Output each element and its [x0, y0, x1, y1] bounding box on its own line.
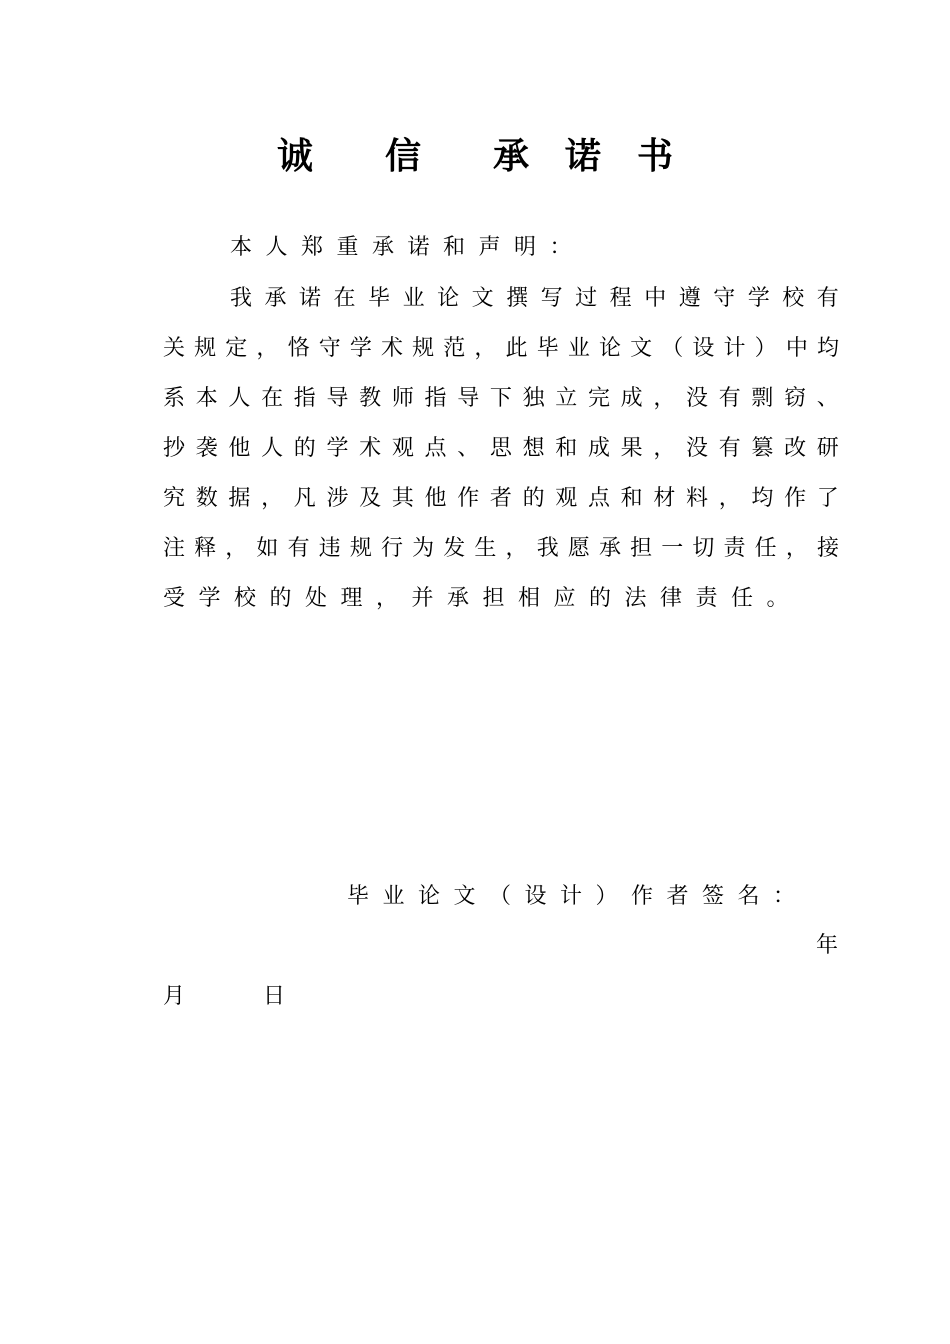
body-line-6: 注 释 ， 如 有 违 规 行 为 发 生 ， 我 愿 承 担 一 切 责 任 ， 接: [163, 536, 839, 561]
author-signature-label: 毕业论文（设计）作者签名：: [347, 884, 809, 909]
page-title: 诚 信 承 诺 书: [276, 135, 673, 177]
date-year: 年: [815, 933, 838, 958]
date-month: 月: [163, 984, 186, 1009]
body-line-1: 我 承 诺 在 毕 业 论 文 撰 写 过 程 中 遵 守 学 校 有: [230, 286, 839, 311]
intro-line: 本人郑重承诺和声明：: [230, 235, 586, 260]
body-line-7: 受学校的处理，并承担相应的法律责任。: [163, 586, 803, 611]
body-line-2: 关 规 定 ， 恪 守 学 术 规 范 ， 此 毕 业 论 文 （ 设 计 ） 中 均: [163, 336, 839, 361]
body-line-5: 究 数 据 ， 凡 涉 及 其 他 作 者 的 观 点 和 材 料 ， 均 作 了: [163, 486, 839, 511]
body-line-3: 系 本 人 在 指 导 教 师 指 导 下 独 立 完 成 ， 没 有 剽 窃 、: [163, 386, 839, 411]
date-day: 日: [263, 984, 286, 1009]
body-line-4: 抄 袭 他 人 的 学 术 观 点 、 思 想 和 成 果 ， 没 有 篡 改 研: [163, 436, 839, 461]
